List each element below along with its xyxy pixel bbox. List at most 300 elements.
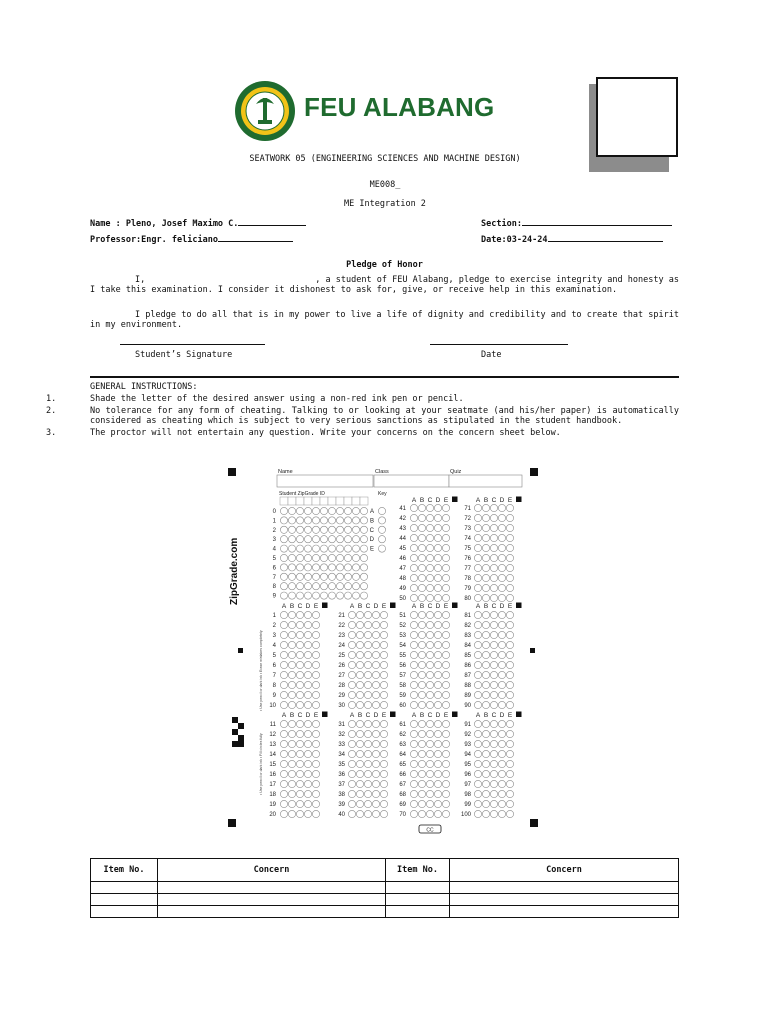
answer-bubble[interactable] [498,760,505,767]
answer-bubble[interactable] [296,810,303,817]
answer-bubble[interactable] [434,631,441,638]
answer-bubble[interactable] [364,621,371,628]
answer-bubble[interactable] [410,641,417,648]
answer-bubble[interactable] [410,534,417,541]
answer-bubble[interactable] [296,651,303,658]
answer-bubble[interactable] [418,651,425,658]
answer-bubble[interactable] [474,661,481,668]
answer-bubble[interactable] [304,611,311,618]
id-bubble[interactable] [280,536,287,543]
answer-bubble[interactable] [442,574,449,581]
answer-bubble[interactable] [490,691,497,698]
answer-bubble[interactable] [506,681,513,688]
answer-bubble[interactable] [418,730,425,737]
id-bubble[interactable] [296,545,303,552]
answer-bubble[interactable] [434,534,441,541]
answer-bubble[interactable] [498,554,505,561]
answer-bubble[interactable] [312,631,319,638]
answer-bubble[interactable] [434,574,441,581]
answer-bubble[interactable] [474,641,481,648]
id-digit-box[interactable] [288,497,296,505]
answer-bubble[interactable] [410,730,417,737]
answer-bubble[interactable] [490,651,497,658]
answer-bubble[interactable] [288,621,295,628]
answer-bubble[interactable] [280,730,287,737]
answer-bubble[interactable] [348,701,355,708]
answer-bubble[interactable] [490,594,497,601]
id-bubble[interactable] [288,564,295,571]
answer-bubble[interactable] [506,554,513,561]
answer-bubble[interactable] [364,800,371,807]
answer-bubble[interactable] [498,534,505,541]
answer-bubble[interactable] [434,641,441,648]
answer-bubble[interactable] [434,810,441,817]
id-bubble[interactable] [328,526,335,533]
id-bubble[interactable] [280,526,287,533]
answer-bubble[interactable] [474,651,481,658]
id-bubble[interactable] [304,526,311,533]
answer-bubble[interactable] [304,730,311,737]
answer-bubble[interactable] [304,631,311,638]
answer-bubble[interactable] [288,671,295,678]
answer-bubble[interactable] [426,810,433,817]
id-bubble[interactable] [352,526,359,533]
answer-bubble[interactable] [474,740,481,747]
id-bubble[interactable] [352,507,359,514]
answer-bubble[interactable] [426,730,433,737]
answer-bubble[interactable] [490,681,497,688]
id-bubble[interactable] [336,545,343,552]
id-bubble[interactable] [360,507,367,514]
answer-bubble[interactable] [296,790,303,797]
answer-bubble[interactable] [410,584,417,591]
answer-bubble[interactable] [498,780,505,787]
answer-bubble[interactable] [482,780,489,787]
answer-bubble[interactable] [474,504,481,511]
answer-bubble[interactable] [356,800,363,807]
answer-bubble[interactable] [410,740,417,747]
answer-bubble[interactable] [348,621,355,628]
answer-bubble[interactable] [296,671,303,678]
answer-bubble[interactable] [490,631,497,638]
id-bubble[interactable] [320,526,327,533]
answer-bubble[interactable] [356,681,363,688]
id-bubble[interactable] [288,554,295,561]
answer-bubble[interactable] [482,720,489,727]
answer-bubble[interactable] [498,564,505,571]
answer-bubble[interactable] [364,681,371,688]
answer-bubble[interactable] [426,564,433,571]
id-bubble[interactable] [288,545,295,552]
answer-bubble[interactable] [498,720,505,727]
answer-bubble[interactable] [474,631,481,638]
answer-bubble[interactable] [348,740,355,747]
id-bubble[interactable] [320,517,327,524]
answer-bubble[interactable] [506,720,513,727]
answer-bubble[interactable] [482,621,489,628]
answer-bubble[interactable] [288,641,295,648]
answer-bubble[interactable] [364,760,371,767]
id-bubble[interactable] [352,517,359,524]
answer-bubble[interactable] [304,691,311,698]
answer-bubble[interactable] [296,691,303,698]
answer-bubble[interactable] [506,564,513,571]
answer-bubble[interactable] [364,611,371,618]
answer-bubble[interactable] [296,611,303,618]
answer-bubble[interactable] [304,760,311,767]
concern-cell[interactable] [450,894,679,906]
answer-bubble[interactable] [442,611,449,618]
answer-bubble[interactable] [348,770,355,777]
key-bubble[interactable] [378,507,385,514]
answer-bubble[interactable] [490,574,497,581]
answer-bubble[interactable] [380,621,387,628]
answer-bubble[interactable] [442,584,449,591]
id-bubble[interactable] [360,564,367,571]
answer-bubble[interactable] [410,681,417,688]
answer-bubble[interactable] [442,661,449,668]
id-bubble[interactable] [328,564,335,571]
answer-bubble[interactable] [410,720,417,727]
id-bubble[interactable] [296,517,303,524]
id-bubble[interactable] [360,554,367,561]
answer-bubble[interactable] [506,750,513,757]
answer-bubble[interactable] [434,790,441,797]
answer-bubble[interactable] [498,681,505,688]
answer-bubble[interactable] [442,554,449,561]
answer-bubble[interactable] [482,534,489,541]
answer-bubble[interactable] [356,621,363,628]
answer-bubble[interactable] [280,661,287,668]
answer-bubble[interactable] [410,661,417,668]
answer-bubble[interactable] [434,760,441,767]
answer-bubble[interactable] [410,810,417,817]
answer-bubble[interactable] [280,810,287,817]
answer-bubble[interactable] [506,651,513,658]
answer-bubble[interactable] [418,661,425,668]
id-bubble[interactable] [344,592,351,599]
answer-bubble[interactable] [426,671,433,678]
answer-bubble[interactable] [372,730,379,737]
id-bubble[interactable] [312,573,319,580]
answer-bubble[interactable] [312,720,319,727]
answer-bubble[interactable] [506,800,513,807]
answer-bubble[interactable] [426,770,433,777]
id-digit-box[interactable] [328,497,336,505]
answer-bubble[interactable] [474,800,481,807]
answer-bubble[interactable] [474,554,481,561]
id-digit-box[interactable] [296,497,304,505]
answer-bubble[interactable] [304,651,311,658]
answer-bubble[interactable] [304,770,311,777]
answer-bubble[interactable] [442,671,449,678]
answer-bubble[interactable] [442,740,449,747]
answer-bubble[interactable] [304,800,311,807]
answer-bubble[interactable] [348,631,355,638]
answer-bubble[interactable] [490,504,497,511]
answer-bubble[interactable] [288,750,295,757]
answer-bubble[interactable] [356,750,363,757]
id-bubble[interactable] [312,564,319,571]
id-bubble[interactable] [280,517,287,524]
omr-quiz-input[interactable] [449,475,522,487]
answer-bubble[interactable] [418,681,425,688]
answer-bubble[interactable] [474,770,481,777]
concern-cell[interactable] [450,882,679,894]
answer-bubble[interactable] [426,594,433,601]
answer-bubble[interactable] [418,574,425,581]
id-bubble[interactable] [336,592,343,599]
answer-bubble[interactable] [410,564,417,571]
answer-bubble[interactable] [482,641,489,648]
answer-bubble[interactable] [296,760,303,767]
id-bubble[interactable] [296,554,303,561]
answer-bubble[interactable] [426,534,433,541]
answer-bubble[interactable] [304,681,311,688]
answer-bubble[interactable] [348,780,355,787]
answer-bubble[interactable] [498,594,505,601]
answer-bubble[interactable] [312,641,319,648]
answer-bubble[interactable] [474,544,481,551]
id-bubble[interactable] [360,536,367,543]
answer-bubble[interactable] [442,544,449,551]
id-bubble[interactable] [336,526,343,533]
answer-bubble[interactable] [434,651,441,658]
answer-bubble[interactable] [364,671,371,678]
answer-bubble[interactable] [348,661,355,668]
answer-bubble[interactable] [482,810,489,817]
answer-bubble[interactable] [482,514,489,521]
answer-bubble[interactable] [364,740,371,747]
answer-bubble[interactable] [426,661,433,668]
zipgrade-answer-sheet[interactable] [226,463,546,838]
answer-bubble[interactable] [410,760,417,767]
answer-bubble[interactable] [418,554,425,561]
answer-bubble[interactable] [434,730,441,737]
answer-bubble[interactable] [380,760,387,767]
answer-bubble[interactable] [380,750,387,757]
answer-bubble[interactable] [288,681,295,688]
id-bubble[interactable] [280,554,287,561]
answer-bubble[interactable] [380,740,387,747]
answer-bubble[interactable] [490,780,497,787]
answer-bubble[interactable] [482,800,489,807]
answer-bubble[interactable] [426,800,433,807]
answer-bubble[interactable] [498,651,505,658]
answer-bubble[interactable] [474,621,481,628]
id-bubble[interactable] [320,583,327,590]
concern-cell[interactable] [158,882,386,894]
answer-bubble[interactable] [482,671,489,678]
answer-bubble[interactable] [364,701,371,708]
answer-bubble[interactable] [482,524,489,531]
answer-bubble[interactable] [474,524,481,531]
answer-bubble[interactable] [380,671,387,678]
answer-bubble[interactable] [506,671,513,678]
id-digit-box[interactable] [312,497,320,505]
answer-bubble[interactable] [380,661,387,668]
answer-bubble[interactable] [418,594,425,601]
answer-bubble[interactable] [498,611,505,618]
answer-bubble[interactable] [482,631,489,638]
answer-bubble[interactable] [482,504,489,511]
id-bubble[interactable] [312,554,319,561]
id-bubble[interactable] [336,536,343,543]
answer-bubble[interactable] [296,740,303,747]
answer-bubble[interactable] [442,730,449,737]
id-bubble[interactable] [280,564,287,571]
answer-bubble[interactable] [434,621,441,628]
answer-bubble[interactable] [356,701,363,708]
id-bubble[interactable] [344,583,351,590]
answer-bubble[interactable] [418,524,425,531]
item-no-cell[interactable] [91,906,158,918]
answer-bubble[interactable] [474,810,481,817]
answer-bubble[interactable] [372,810,379,817]
answer-bubble[interactable] [442,594,449,601]
answer-bubble[interactable] [364,780,371,787]
answer-bubble[interactable] [490,514,497,521]
answer-bubble[interactable] [442,750,449,757]
answer-bubble[interactable] [410,631,417,638]
answer-bubble[interactable] [372,750,379,757]
answer-bubble[interactable] [506,621,513,628]
answer-bubble[interactable] [410,594,417,601]
answer-bubble[interactable] [434,740,441,747]
answer-bubble[interactable] [426,611,433,618]
answer-bubble[interactable] [498,790,505,797]
answer-bubble[interactable] [482,584,489,591]
answer-bubble[interactable] [348,810,355,817]
answer-bubble[interactable] [296,661,303,668]
answer-bubble[interactable] [288,760,295,767]
answer-bubble[interactable] [288,810,295,817]
answer-bubble[interactable] [288,800,295,807]
answer-bubble[interactable] [280,641,287,648]
answer-bubble[interactable] [296,800,303,807]
id-bubble[interactable] [296,507,303,514]
answer-bubble[interactable] [498,544,505,551]
answer-bubble[interactable] [364,810,371,817]
answer-bubble[interactable] [434,524,441,531]
answer-bubble[interactable] [280,611,287,618]
answer-bubble[interactable] [410,621,417,628]
answer-bubble[interactable] [280,691,287,698]
answer-bubble[interactable] [410,514,417,521]
item-no-cell[interactable] [386,906,450,918]
answer-bubble[interactable] [434,514,441,521]
answer-bubble[interactable] [434,681,441,688]
answer-bubble[interactable] [498,621,505,628]
answer-bubble[interactable] [418,800,425,807]
answer-bubble[interactable] [296,701,303,708]
answer-bubble[interactable] [482,661,489,668]
id-bubble[interactable] [296,583,303,590]
answer-bubble[interactable] [380,730,387,737]
answer-bubble[interactable] [410,800,417,807]
answer-bubble[interactable] [372,790,379,797]
id-bubble[interactable] [312,592,319,599]
answer-bubble[interactable] [380,651,387,658]
answer-bubble[interactable] [482,740,489,747]
id-bubble[interactable] [304,573,311,580]
id-bubble[interactable] [304,517,311,524]
answer-bubble[interactable] [418,621,425,628]
answer-bubble[interactable] [442,621,449,628]
answer-bubble[interactable] [482,770,489,777]
answer-bubble[interactable] [498,730,505,737]
answer-bubble[interactable] [296,681,303,688]
answer-bubble[interactable] [356,631,363,638]
answer-bubble[interactable] [348,760,355,767]
answer-bubble[interactable] [490,544,497,551]
answer-bubble[interactable] [312,780,319,787]
id-digit-box[interactable] [352,497,360,505]
answer-bubble[interactable] [288,611,295,618]
id-bubble[interactable] [320,536,327,543]
id-bubble[interactable] [328,592,335,599]
answer-bubble[interactable] [418,544,425,551]
id-bubble[interactable] [304,507,311,514]
answer-bubble[interactable] [348,750,355,757]
answer-bubble[interactable] [304,810,311,817]
answer-bubble[interactable] [372,770,379,777]
answer-bubble[interactable] [364,641,371,648]
concern-cell[interactable] [158,894,386,906]
answer-bubble[interactable] [506,631,513,638]
answer-bubble[interactable] [312,760,319,767]
answer-bubble[interactable] [418,534,425,541]
answer-bubble[interactable] [434,611,441,618]
answer-bubble[interactable] [304,740,311,747]
answer-bubble[interactable] [348,730,355,737]
answer-bubble[interactable] [442,514,449,521]
answer-bubble[interactable] [372,701,379,708]
answer-bubble[interactable] [418,810,425,817]
answer-bubble[interactable] [426,760,433,767]
concern-cell[interactable] [158,906,386,918]
answer-bubble[interactable] [490,621,497,628]
id-bubble[interactable] [344,526,351,533]
id-bubble[interactable] [328,554,335,561]
answer-bubble[interactable] [506,514,513,521]
id-bubble[interactable] [336,573,343,580]
answer-bubble[interactable] [312,730,319,737]
answer-bubble[interactable] [288,740,295,747]
answer-bubble[interactable] [380,611,387,618]
id-bubble[interactable] [344,507,351,514]
answer-bubble[interactable] [380,681,387,688]
answer-bubble[interactable] [312,770,319,777]
id-bubble[interactable] [280,545,287,552]
id-bubble[interactable] [352,554,359,561]
id-bubble[interactable] [280,573,287,580]
answer-bubble[interactable] [442,524,449,531]
answer-bubble[interactable] [304,671,311,678]
answer-bubble[interactable] [312,740,319,747]
answer-bubble[interactable] [418,770,425,777]
answer-bubble[interactable] [410,691,417,698]
answer-bubble[interactable] [482,554,489,561]
answer-bubble[interactable] [418,691,425,698]
answer-bubble[interactable] [356,770,363,777]
answer-bubble[interactable] [482,574,489,581]
answer-bubble[interactable] [372,760,379,767]
answer-bubble[interactable] [418,671,425,678]
answer-bubble[interactable] [372,671,379,678]
answer-bubble[interactable] [426,621,433,628]
answer-bubble[interactable] [506,641,513,648]
